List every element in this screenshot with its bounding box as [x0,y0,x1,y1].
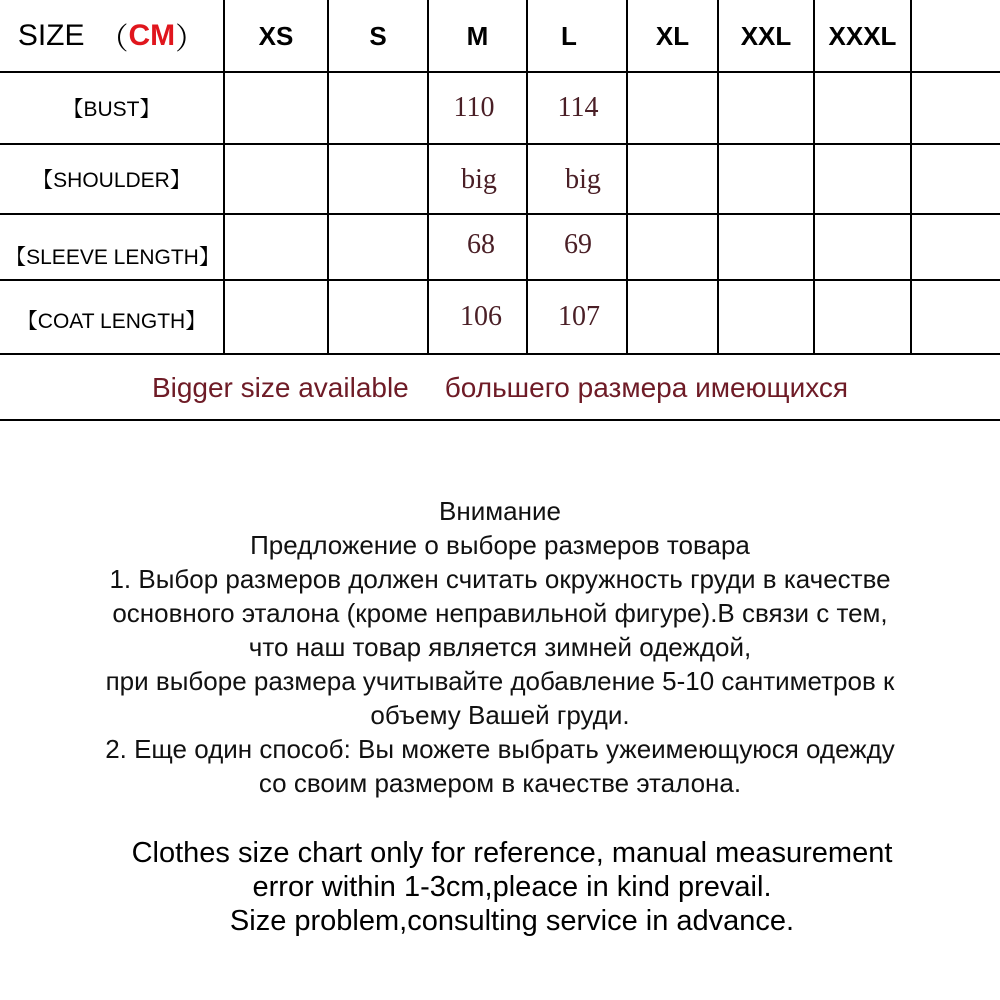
column-header-m: M [466,20,489,51]
table-cell: 110 [453,92,495,123]
row-label-coat-length: 【COAT LENGTH】 [16,310,207,333]
table-cell: 107 [558,301,600,332]
size-header [0,0,223,72]
column-header-s: S [369,20,387,51]
table-cell: 106 [460,301,502,332]
table-cell: big [461,164,497,195]
row-label-bust: 【BUST】 [62,98,161,121]
table-divider [910,0,912,354]
sizing-advice-russian [0,494,1000,800]
column-header-xxxl: XXXL [828,20,897,51]
unit-label: CM [128,19,176,52]
notes-line: при выборе размера учитывайте добавление 5-10 сантиметров к [105,666,895,696]
banner-text-english: Bigger size available [151,372,409,403]
disclaimer-line: Clothes size chart only for reference, manual measurement [131,837,893,869]
notes-line: 2. Еще один способ: Вы можете выбрать ужеимеющуюся одежду [105,734,895,764]
column-header-xl: XL [655,20,690,51]
notes-line: основного эталона (кроме неправильной фигуре).В связи с тем, [112,598,888,628]
table-cell: 68 [467,229,495,260]
banner-divider [0,419,1000,421]
row-label-sleeve-length: 【SLEEVE LENGTH】 [5,246,220,269]
notes-line: со своим размером в качестве эталона. [258,768,742,798]
notes-line: что наш товар является зимней одеждой, [248,632,752,662]
notes-line: Предложение о выборе размеров товара [250,530,750,560]
column-header-xs: XS [258,20,294,51]
notes-line: Внимание [439,496,561,526]
unit-open-bracket: （ [98,23,129,56]
column-header-xxl: XXL [740,20,792,51]
disclaimer-line: Size problem,consulting service in advance. [229,905,795,937]
notes-line: 1. Выбор размеров должен считать окружность груди в качестве [109,564,891,594]
sizing-disclaimer-english [0,836,1000,938]
notes-line: объему Вашей груди. [370,700,630,730]
column-header-l: L [561,20,577,51]
table-cell: 69 [564,229,592,260]
unit-close-bracket: ） [175,23,206,56]
disclaimer-line: error within 1-3cm,pleace in kind prevail. [252,871,772,903]
size-label: SIZE [17,19,85,52]
table-cell: 114 [557,92,599,123]
row-label-shoulder: 【SHOULDER】 [32,169,191,192]
bigger-size-banner [0,356,1000,420]
table-cell: big [565,164,601,195]
banner-text-russian: большего размера имеющихся [444,372,849,403]
